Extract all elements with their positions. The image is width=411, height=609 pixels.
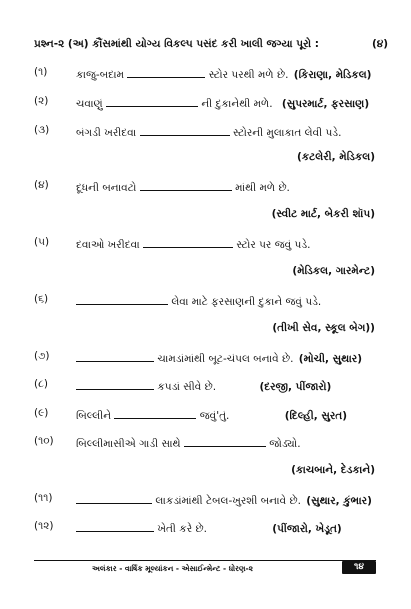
answer-blank[interactable] (76, 293, 168, 305)
answer-options: (કટલેરી, મેડિકલ) (296, 151, 375, 163)
question-text-before: બિલ્લીને (76, 410, 112, 422)
question-text-before: ચવાણું (76, 98, 103, 110)
answer-blank[interactable] (140, 124, 230, 136)
answer-blank[interactable] (76, 492, 152, 504)
answer-blank[interactable] (76, 378, 154, 390)
answer-blank[interactable] (140, 179, 232, 191)
question-text-after: જવું'તું. (199, 410, 230, 422)
question-number: (૯) (34, 407, 49, 419)
question-text-after: જોડ્યો. (269, 438, 301, 450)
question-text-after: સ્ટોરની મુલાકાત લેવી પડે. (232, 127, 342, 139)
answer-options: (તીખી સેવ, સ્કૂલ બેગ)) (272, 322, 375, 334)
answer-options: (દરજી, પીંજારો) (259, 381, 332, 393)
question-number: (૨) (34, 95, 49, 107)
question-text-before: બિલ્લીમાસીએ ગાડી સાથે (76, 438, 181, 450)
answer-options: (સ્વીટ માર્ટ, બેકરી શૉપ) (271, 208, 375, 220)
answer-options: (મોચી, સુથાર) (298, 353, 363, 365)
question-number: (૧૦) (34, 435, 54, 447)
answer-blank[interactable] (114, 407, 196, 419)
question-number: (૭) (34, 350, 50, 362)
page-number: ૧૪ (342, 561, 376, 574)
answer-blank[interactable] (106, 95, 198, 107)
question-heading (34, 38, 389, 51)
heading-text: પ્રશ્ન-૨ (અ) કૌંસમાંથી યોગ્ય વિકલ્પ પસંદ કરી ખાલી જગ્યા પૂરો : (34, 38, 319, 50)
answer-options: (સુથાર, કુંભાર) (306, 495, 372, 507)
answer-blank[interactable] (76, 520, 154, 532)
answer-blank[interactable] (76, 350, 154, 362)
question-text-after: ચામડાંમાંથી બૂટ-ચંપલ બનાવે છે. (157, 353, 294, 365)
question-number: (૬) (34, 293, 49, 305)
answer-blank[interactable] (143, 236, 233, 248)
question-text-after: સ્ટોર પર જવું પડે. (236, 239, 311, 251)
question-number: (૫) (34, 236, 50, 248)
answer-options: (મેડિકલ, ગારમેન્ટ) (292, 265, 375, 277)
answer-blank[interactable] (184, 435, 266, 447)
question-number: (૧૧) (34, 492, 53, 504)
question-text-before: કાજુ-બદામ (76, 69, 124, 81)
question-text-before: દૂધની બનાવટો (76, 182, 137, 194)
question-text-after: લાકડાંમાંથી ટેબલ-ખુરશી બનાવે છે. (155, 495, 301, 507)
question-number: (૧) (34, 66, 48, 78)
footer-divider (34, 560, 376, 561)
question-number: (૩) (34, 124, 50, 136)
question-text-after: સ્ટોર પરથી મળે છે. (208, 69, 289, 81)
answer-options: (પીંજારો, ખેડૂત) (272, 523, 342, 535)
answer-blank[interactable] (127, 66, 205, 78)
answer-options: (કિરાણા, મેડિકલ) (293, 69, 372, 81)
heading-marks: (૪) (372, 38, 389, 50)
question-text-after: ની દુકાનેથી મળે. (201, 98, 273, 110)
answer-options: (કાચબાને, દેડકાને) (291, 464, 375, 476)
question-text-after: લેવા માટે ફરસાણની દુકાને જવું પડે. (171, 296, 322, 308)
question-text-after: માંથી મળે છે. (235, 182, 290, 194)
question-number: (૧૨) (34, 520, 54, 532)
question-number: (૮) (34, 378, 48, 390)
question-text-after: કપડાં સીવે છે. (157, 381, 217, 393)
question-text-before: બંગડી ખરીદવા (76, 127, 137, 139)
footer-text: અલંકાર - વાર્ષિક મૂલ્યાંકન - એસાઈન્મેન્ટ - ધોરણ-૨ (92, 564, 254, 573)
question-text-before: દવાઓ ખરીદવા (76, 239, 140, 251)
answer-options: (દિલ્હી, સુરત) (284, 410, 348, 422)
question-text-after: ખેતી કરે છે. (157, 523, 207, 535)
answer-options: (સુપરમાર્ટ, ફરસાણ) (281, 98, 370, 110)
question-number: (૪) (34, 179, 49, 191)
